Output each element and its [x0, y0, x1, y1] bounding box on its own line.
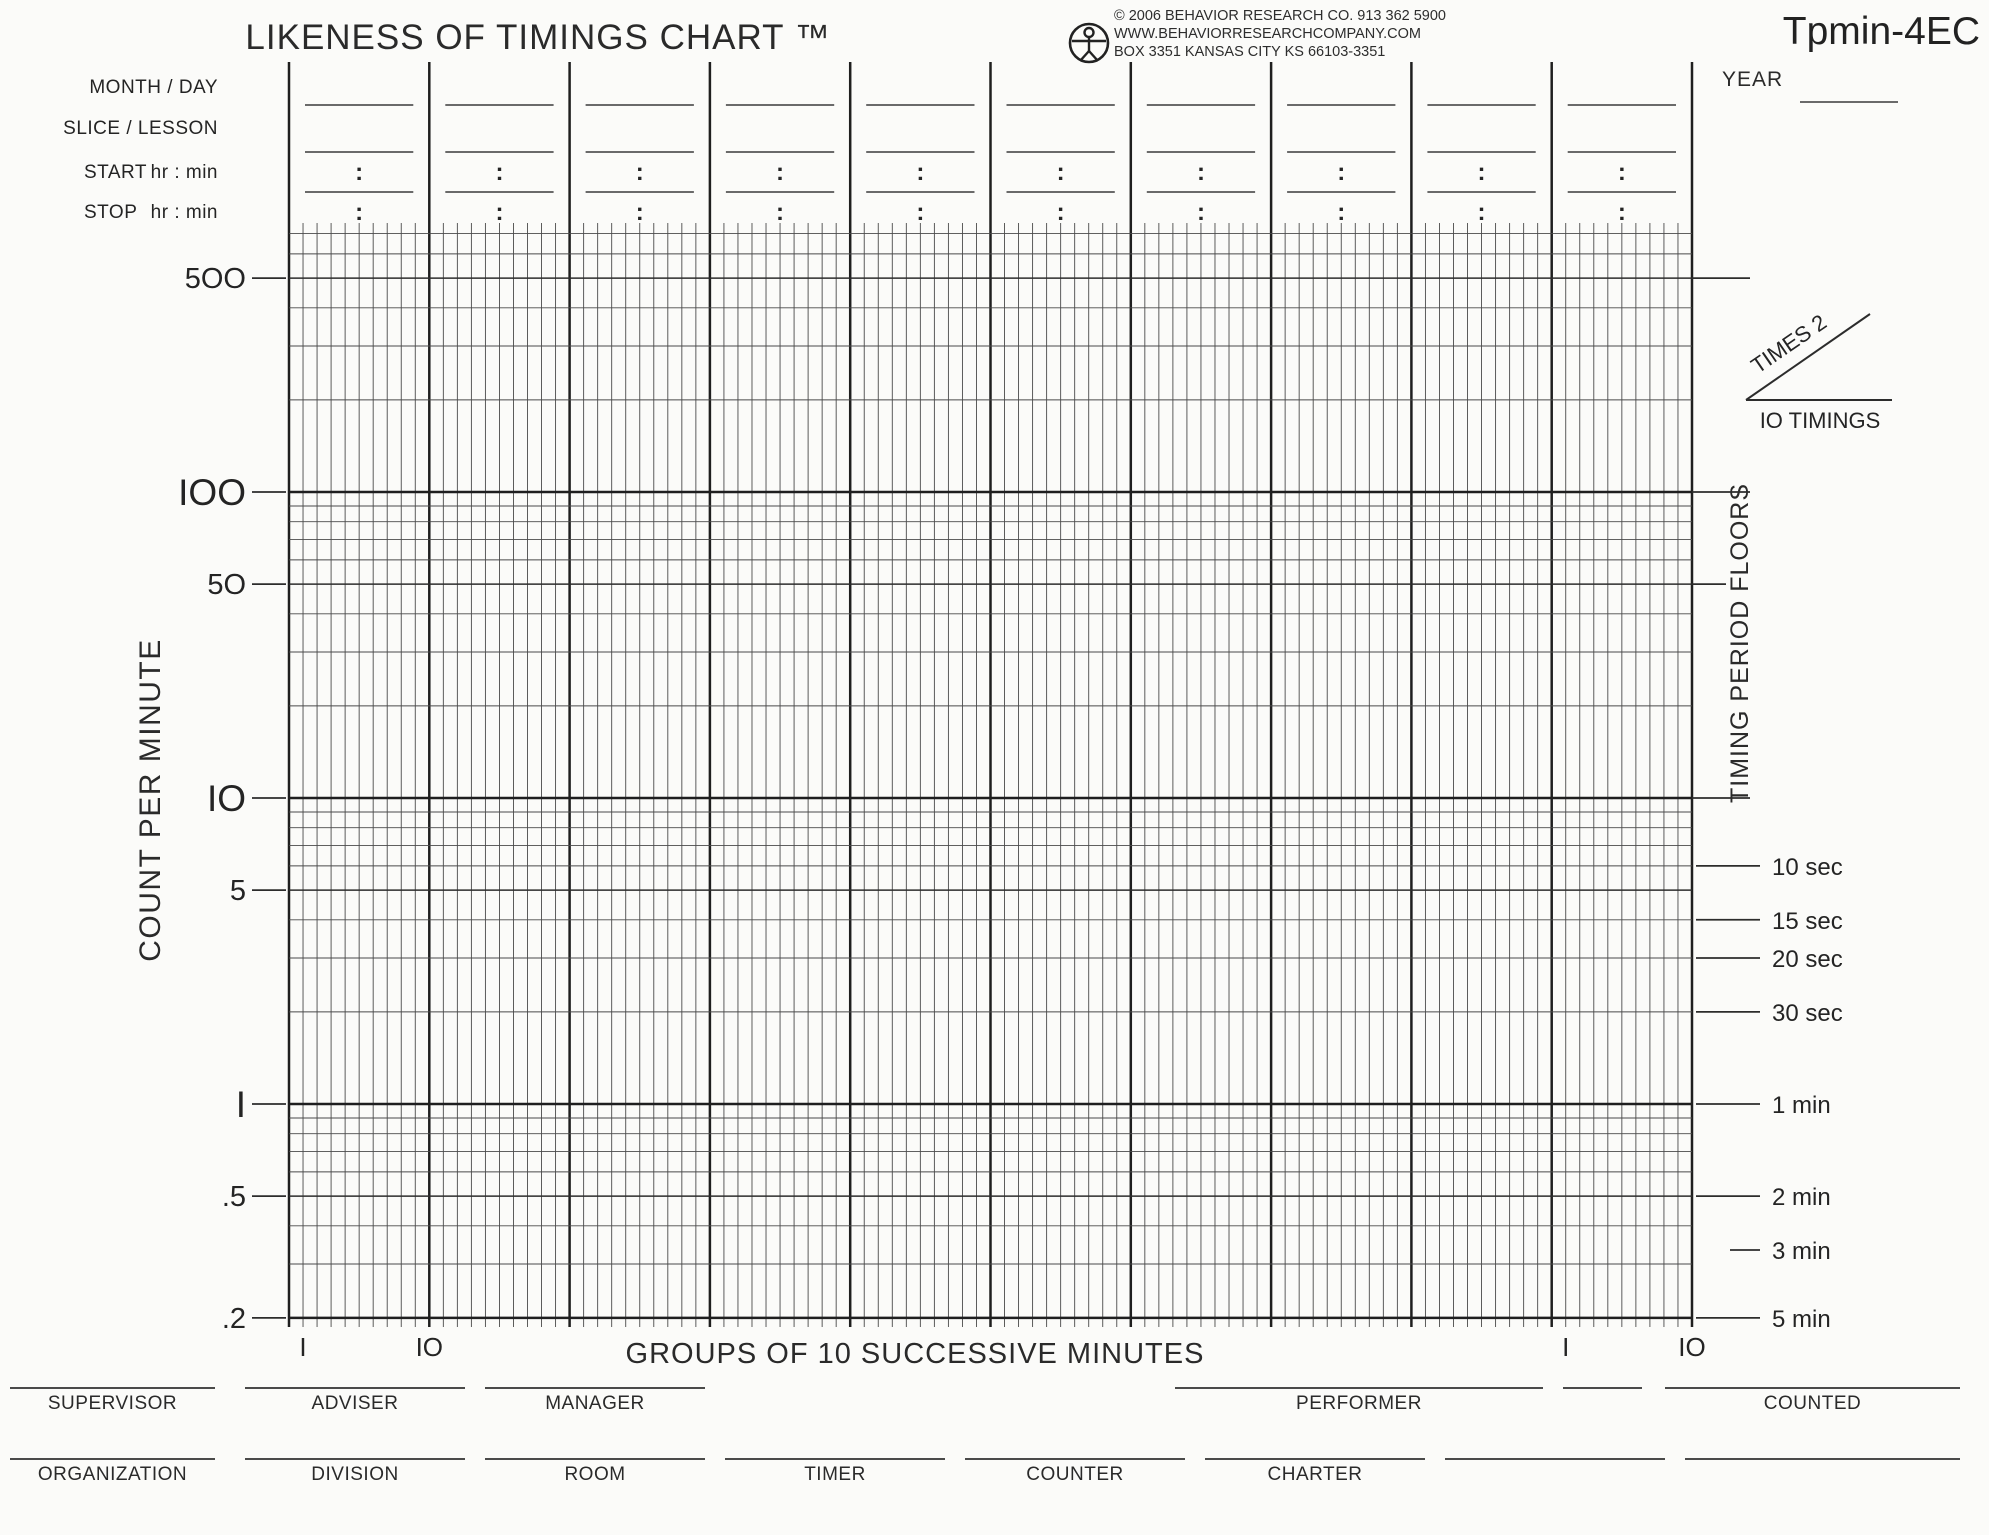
signature-line — [1685, 1458, 1960, 1460]
role-label-manager: MANAGER — [545, 1393, 645, 1414]
stop-time-colon: : — [495, 199, 504, 226]
role-label-division: DIVISION — [311, 1464, 399, 1485]
floor-tick-label: 3 min — [1772, 1238, 1831, 1266]
stop-time-colon: : — [1056, 199, 1065, 226]
stop-unit-label: hr : min — [150, 202, 218, 223]
start-time-colon: : — [1056, 159, 1065, 186]
start-time-colon: : — [776, 159, 785, 186]
signature-line — [10, 1387, 215, 1389]
role-label-counter: COUNTER — [1026, 1464, 1124, 1485]
stop-time-colon: : — [1196, 199, 1205, 226]
start-time-colon: : — [495, 159, 504, 186]
role-label-room: ROOM — [564, 1464, 626, 1485]
signature-line — [245, 1458, 465, 1460]
year-label: YEAR — [1722, 68, 1784, 91]
start-time-colon: : — [1617, 159, 1626, 186]
y-tick-label: IO — [206, 778, 246, 819]
x-tick-label: IO — [415, 1332, 444, 1362]
signature-line — [10, 1458, 215, 1460]
stop-time-colon: : — [1337, 199, 1346, 226]
signature-line — [245, 1387, 465, 1389]
stop-time-colon: : — [1617, 199, 1626, 226]
stop-time-colon: : — [1477, 199, 1486, 226]
form-code: Tpmin-4EC — [1782, 10, 1980, 53]
signature-line — [1563, 1387, 1642, 1389]
floor-tick-label: 15 sec — [1772, 907, 1843, 935]
y-tick-label: IOO — [178, 472, 246, 513]
copyright-line-3: BOX 3351 KANSAS CITY KS 66103-3351 — [1114, 44, 1386, 60]
role-label-timer: TIMER — [804, 1464, 866, 1485]
celeration-angle-label: TIMES 2 — [1746, 309, 1832, 379]
role-label-counted: COUNTED — [1763, 1393, 1862, 1414]
y-tick-label: .2 — [221, 1302, 246, 1335]
y-tick-label: I — [235, 1084, 246, 1125]
stop-time-colon: : — [635, 199, 644, 226]
start-label: START — [84, 162, 148, 183]
start-time-colon: : — [1196, 159, 1205, 186]
celeration-base-label: IO TIMINGS — [1759, 408, 1881, 433]
start-time-colon: : — [916, 159, 925, 186]
start-unit-label: hr : min — [150, 162, 218, 183]
signature-line — [725, 1458, 945, 1460]
floor-tick-label: 5 min — [1772, 1305, 1831, 1333]
copyright-line-2: WWW.BEHAVIORRESEARCHCOMPANY.COM — [1114, 26, 1421, 42]
y-tick-label: 5 — [229, 875, 246, 908]
stop-time-colon: : — [355, 199, 364, 226]
y-tick-label: 5O — [207, 569, 246, 602]
stop-label: STOP — [84, 202, 138, 223]
stop-time-colon: : — [916, 199, 925, 226]
floor-tick-label: 1 min — [1772, 1092, 1831, 1119]
x-tick-label: IO — [1678, 1332, 1706, 1362]
floor-tick-label: 20 sec — [1772, 946, 1843, 974]
y-tick-label: .5 — [221, 1181, 246, 1214]
signature-line — [1665, 1387, 1960, 1389]
floor-tick-label: 30 sec — [1772, 999, 1843, 1027]
signature-line — [485, 1387, 705, 1389]
start-time-colon: : — [355, 159, 364, 186]
start-time-colon: : — [1477, 159, 1486, 186]
role-label-organization: ORGANIZATION — [37, 1464, 188, 1485]
signature-line — [965, 1458, 1185, 1460]
role-label-adviser: ADVISER — [311, 1393, 399, 1414]
signature-line — [1205, 1458, 1425, 1460]
role-label-performer: PERFORMER — [1296, 1393, 1422, 1414]
stop-time-colon: : — [776, 199, 785, 226]
copyright-line-1: © 2006 BEHAVIOR RESEARCH CO. 913 362 5900 — [1114, 8, 1446, 24]
role-label-supervisor: SUPERVISOR — [47, 1393, 178, 1414]
floor-tick-label: 2 min — [1772, 1184, 1831, 1212]
role-label-charter: CHARTER — [1267, 1464, 1363, 1485]
signature-line — [1445, 1458, 1665, 1460]
y-right-axis-title: TIMING PERIOD FLOORS — [1726, 482, 1754, 804]
y-tick-label: 5OO — [184, 263, 246, 296]
signature-line — [1175, 1387, 1543, 1389]
floor-tick-label: 10 sec — [1772, 853, 1843, 881]
y-axis-title: COUNT PER MINUTE — [134, 638, 167, 962]
x-tick-label: I — [1562, 1332, 1570, 1362]
x-axis-title: GROUPS OF 10 SUCCESSIVE MINUTES — [625, 1338, 1205, 1370]
slice-lesson-label: SLICE / LESSON — [63, 118, 218, 139]
month-day-label: MONTH / DAY — [89, 77, 218, 98]
start-time-colon: : — [1337, 159, 1346, 186]
page-title: LIKENESS OF TIMINGS CHART ™ — [245, 18, 831, 57]
x-tick-label: I — [299, 1332, 307, 1362]
signature-line — [485, 1458, 705, 1460]
start-time-colon: : — [635, 159, 644, 186]
